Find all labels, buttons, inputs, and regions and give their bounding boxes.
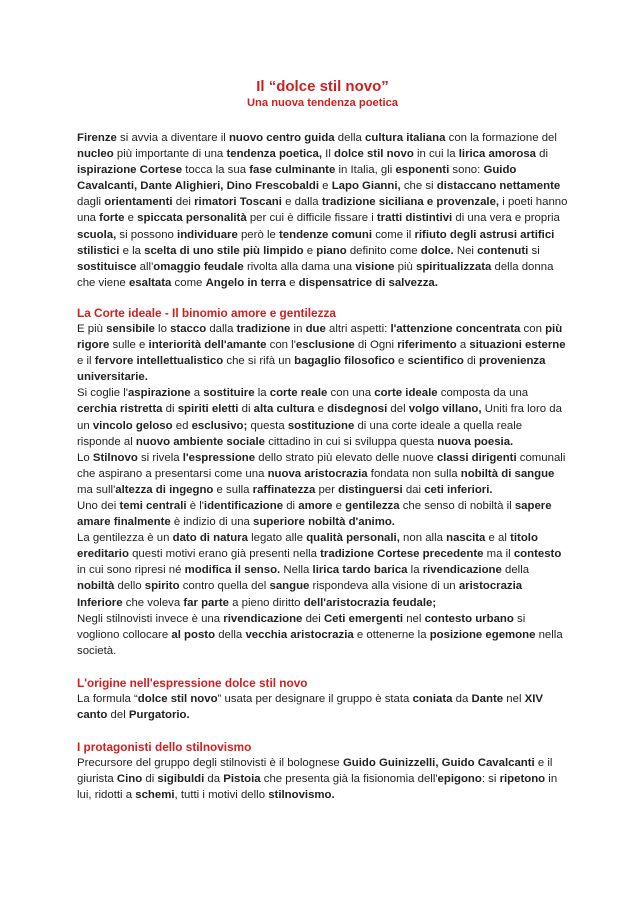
text-run: della bbox=[215, 628, 246, 641]
bold-text: stilnovismo. bbox=[268, 789, 335, 802]
text-run: lo bbox=[154, 322, 171, 335]
text-run: ” usata per designare il gruppo è stata bbox=[217, 692, 413, 705]
text-run: come il bbox=[372, 228, 415, 241]
document-subtitle: Una nuova tendenza poetica bbox=[246, 97, 399, 109]
text-run: Uniti fra loro da un bbox=[77, 403, 562, 432]
section-paragraph bbox=[77, 498, 568, 530]
bold-text: rifiuto degli astrusi artifici stilistici bbox=[77, 228, 555, 257]
text-run: ma sull' bbox=[77, 483, 116, 496]
bold-text: forte bbox=[99, 212, 125, 225]
text-run: come bbox=[171, 276, 206, 289]
bold-text: coniata bbox=[412, 692, 453, 705]
bold-text: cultura italiana bbox=[365, 132, 446, 144]
bold-text: lirica amorosa bbox=[458, 148, 536, 161]
bold-text: scelta di uno stile più limpido bbox=[144, 244, 304, 257]
text-run: cittadino in cui si sviluppa questa bbox=[265, 435, 438, 448]
bold-text: scuola, bbox=[77, 228, 117, 241]
bold-text: scientifico bbox=[407, 355, 464, 368]
text-run: a pieno diritto bbox=[228, 596, 304, 609]
bold-text: nascita bbox=[446, 532, 486, 545]
section-heading: La Corte ideale - Il binomio amore e gentilezza bbox=[77, 305, 336, 320]
bold-text: superiore nobiltà d'animo. bbox=[253, 516, 395, 529]
text-run: e bbox=[394, 355, 408, 368]
bold-text: riferimento bbox=[397, 339, 457, 352]
bold-text: l'attenzione concentrata bbox=[390, 322, 521, 335]
bold-text: rivendicazione bbox=[223, 612, 303, 625]
text-run: da bbox=[452, 692, 472, 705]
bold-text: nuovo ambiente sociale bbox=[135, 435, 266, 448]
text-run: sulle e bbox=[109, 339, 149, 352]
bold-text: distaccano nettamente bbox=[436, 180, 561, 193]
text-run: più bbox=[394, 260, 416, 273]
bold-text: ispirazione Cortese bbox=[77, 164, 183, 177]
text-run: con bbox=[520, 322, 546, 335]
bold-text: tendenza poetica, bbox=[226, 148, 323, 161]
text-run: di bbox=[536, 148, 549, 161]
text-run: della bbox=[501, 564, 530, 577]
text-run: è indizio di una bbox=[170, 516, 254, 529]
section-heading: L'origine nell'espressione dolce stil novo bbox=[77, 675, 308, 690]
bold-text: spiritualizzata bbox=[416, 260, 492, 273]
bold-text: dolce. bbox=[420, 244, 454, 257]
text-run: altri aspetti: bbox=[325, 322, 391, 335]
bold-text: Ceti emergenti bbox=[323, 612, 404, 625]
text-run: della donna che viene bbox=[77, 260, 554, 289]
bold-text: modifica il senso. bbox=[184, 564, 281, 577]
text-run: : si bbox=[481, 773, 500, 786]
bold-text: sapere amare finalmente bbox=[77, 499, 552, 529]
text-run: e bbox=[285, 276, 299, 289]
sections-container bbox=[77, 305, 568, 803]
text-run: e sulla bbox=[213, 483, 253, 496]
bold-text: raffinatezza bbox=[252, 483, 316, 496]
bold-text: contenuti bbox=[477, 244, 529, 257]
bold-text: gentilezza bbox=[345, 499, 400, 512]
bold-text: vecchia aristocrazia bbox=[245, 628, 354, 641]
text-run: dei bbox=[172, 196, 195, 209]
text-run: tocca la sua bbox=[182, 164, 250, 177]
bold-text: dell'aristocrazia feudale; bbox=[303, 596, 437, 609]
text-run: con la formazione del bbox=[445, 132, 557, 144]
bold-text: stacco bbox=[170, 322, 207, 335]
bold-text: classi dirigenti bbox=[436, 451, 517, 464]
text-run: definito come bbox=[346, 244, 421, 257]
bold-text: rivendicazione bbox=[422, 564, 502, 577]
text-run: e ottenerne la bbox=[353, 628, 430, 641]
bold-text: dispensatrice di salvezza. bbox=[298, 276, 438, 289]
section-heading: I protagonisti dello stilnovismo bbox=[77, 740, 252, 755]
text-run: La formula “ bbox=[77, 692, 138, 705]
text-run: contro quella del bbox=[179, 580, 270, 593]
text-run: all' bbox=[136, 260, 154, 273]
bold-text: esponenti bbox=[395, 164, 450, 177]
bold-text: sigibuldi bbox=[157, 773, 205, 786]
bold-text: due bbox=[305, 322, 326, 335]
bold-text: contesto urbano bbox=[424, 612, 514, 625]
text-run: in cui la bbox=[413, 148, 459, 161]
text-run: si avvia a diventare il bbox=[116, 132, 229, 144]
bold-text: Cino bbox=[116, 773, 143, 786]
text-run: fondata non sulla bbox=[367, 467, 461, 480]
text-run: Uno dei bbox=[77, 499, 120, 512]
text-run: La gentilezza è un bbox=[77, 532, 173, 545]
bold-text: ripetono bbox=[499, 773, 546, 786]
bold-text: Firenze bbox=[77, 132, 117, 144]
bold-text: spiccata personalità bbox=[137, 212, 247, 225]
text-run: questi motivi erano già presenti nella bbox=[128, 548, 321, 561]
text-run: ma il bbox=[483, 548, 514, 561]
bold-text: epigono bbox=[437, 773, 482, 786]
text-run: e il bbox=[77, 355, 95, 368]
bold-text: piano bbox=[316, 244, 347, 257]
bold-text: esclusione bbox=[295, 339, 355, 352]
bold-text: corte ideale bbox=[374, 387, 438, 400]
bold-text: sensibile bbox=[106, 322, 155, 335]
bold-text: far parte bbox=[183, 596, 229, 609]
text-run: di una vera e propria bbox=[452, 212, 560, 225]
text-run: e il giurista bbox=[77, 757, 553, 786]
text-run: dei bbox=[302, 612, 324, 625]
bold-text: posizione egemone bbox=[429, 628, 536, 641]
bold-text: Guido Cavalcanti, Dante Alighieri, Dino Frescobaldi bbox=[77, 164, 517, 193]
bold-text: nucleo bbox=[77, 148, 114, 161]
bold-text: tradizione Cortese precedente bbox=[320, 548, 484, 561]
bold-text: sostituisce bbox=[77, 260, 137, 273]
bold-text: tradizione bbox=[236, 322, 291, 335]
text-run: e dalla bbox=[281, 196, 322, 209]
bold-text: interiorità dell'amante bbox=[148, 339, 267, 352]
text-run: rispondeva alla visione di un bbox=[309, 580, 459, 593]
bold-text: fervore intellettualistico bbox=[94, 355, 224, 368]
text-run: più importante di una bbox=[113, 148, 227, 161]
bold-text: sangue bbox=[269, 580, 310, 593]
text-run: di una corte ideale a quella reale risponde al bbox=[77, 419, 523, 448]
text-run: sono: bbox=[449, 164, 484, 177]
bold-text: individuare bbox=[177, 228, 238, 241]
bold-text: contesto bbox=[513, 548, 562, 561]
text-run: per cui è difficile fissare i bbox=[246, 212, 377, 225]
text-run: del bbox=[387, 403, 409, 416]
text-run: E più bbox=[77, 322, 107, 335]
text-run: Negli stilnovisti invece è una bbox=[77, 612, 224, 625]
text-run: Nei bbox=[453, 244, 478, 257]
bold-text: dato di natura bbox=[172, 532, 248, 545]
text-run: si rivela bbox=[137, 451, 183, 464]
text-run: i poeti hanno una bbox=[77, 196, 568, 225]
text-run: in Italia, gli bbox=[335, 164, 396, 177]
section-paragraph bbox=[77, 530, 568, 610]
bold-text: omaggio feudale bbox=[153, 260, 244, 273]
bold-text: dolce stil novo bbox=[334, 148, 414, 161]
bold-text: tratti distintivi bbox=[376, 212, 453, 225]
bold-text: ceti inferiori. bbox=[424, 483, 493, 496]
text-run: e bbox=[314, 403, 328, 416]
bold-text: identificazione bbox=[203, 499, 284, 512]
bold-text: sostituzione bbox=[287, 419, 355, 432]
bold-text: Pistoia bbox=[223, 773, 261, 786]
text-run: e bbox=[124, 212, 138, 225]
text-run: la bbox=[407, 564, 423, 577]
text-run: e bbox=[319, 180, 332, 193]
text-run: per bbox=[315, 483, 339, 496]
text-run: a bbox=[456, 339, 470, 352]
text-run: dai bbox=[402, 483, 425, 496]
text-run: che si bbox=[400, 180, 437, 193]
bold-text: Dante bbox=[471, 692, 504, 705]
bold-text: esclusivo; bbox=[191, 419, 248, 432]
bold-text: orientamenti bbox=[104, 196, 173, 209]
text-run: di bbox=[463, 355, 479, 368]
bold-text: Guido Guinizzelli, Guido Cavalcanti bbox=[342, 757, 535, 770]
section-paragraph bbox=[77, 611, 568, 659]
bold-text: provenienza universitarie. bbox=[77, 355, 546, 384]
text-run: in cui sono ripresi né bbox=[77, 564, 185, 577]
text-run: che senso di nobiltà il bbox=[399, 499, 515, 512]
text-run: di bbox=[162, 403, 178, 416]
text-run: Nella bbox=[280, 564, 313, 577]
section bbox=[77, 305, 568, 659]
bold-text: tendenze comuni bbox=[278, 228, 373, 241]
section bbox=[77, 739, 568, 803]
text-run: da bbox=[204, 773, 224, 786]
text-run: nel bbox=[403, 612, 425, 625]
text-run: dalla bbox=[206, 322, 237, 335]
text-run: che presenta già la fisionomia dell' bbox=[260, 773, 438, 786]
bold-text: Lapo Gianni, bbox=[331, 180, 401, 193]
bold-text: nobiltà di sangue bbox=[460, 467, 555, 480]
section-paragraph bbox=[77, 450, 568, 498]
text-run: ed bbox=[172, 419, 192, 432]
text-run: Precursore del gruppo degli stilnovisti è il bolognese bbox=[77, 757, 343, 770]
text-run: nella società. bbox=[77, 628, 563, 657]
text-run: questa bbox=[247, 419, 288, 432]
text-run: comunali che aspirano a presentarsi come una bbox=[77, 451, 566, 480]
text-run: , tutti i motivi dello bbox=[174, 789, 269, 802]
bold-text: nuova aristocrazia bbox=[267, 467, 368, 480]
bold-text: l'espressione bbox=[182, 451, 256, 464]
text-run: a bbox=[190, 387, 204, 400]
text-run: della bbox=[334, 132, 366, 144]
bold-text: Purgatorio. bbox=[128, 709, 190, 721]
bold-text: più rigore bbox=[77, 322, 563, 352]
bold-text: sostituire bbox=[203, 387, 255, 400]
bold-text: spirito bbox=[144, 580, 180, 593]
text-run: si vogliono collocare bbox=[77, 612, 526, 641]
bold-text: vincolo geloso bbox=[92, 419, 173, 432]
bold-text: Stilnovo bbox=[92, 451, 138, 464]
bold-text: dolce stil novo bbox=[137, 692, 218, 705]
bold-text: nobiltà bbox=[77, 580, 115, 593]
text-run: dello strato più elevato delle nuove bbox=[255, 451, 437, 464]
bold-text: spiriti eletti bbox=[177, 403, 239, 416]
text-run: che si rifà un bbox=[223, 355, 295, 368]
text-run: di bbox=[142, 773, 158, 786]
text-run: non alla bbox=[399, 532, 447, 545]
bold-text: qualità personali, bbox=[306, 532, 400, 545]
section-paragraph bbox=[77, 691, 568, 723]
text-run: Il bbox=[322, 148, 335, 161]
bold-text: visione bbox=[355, 260, 395, 273]
text-run: Si coglie l' bbox=[77, 387, 128, 400]
text-run: con l' bbox=[266, 339, 296, 352]
bold-text: nuovo centro guida bbox=[228, 132, 335, 144]
text-run: di bbox=[283, 499, 299, 512]
text-run: con una bbox=[327, 387, 375, 400]
bold-text: volgo villano, bbox=[408, 403, 482, 416]
bold-text: altezza di ingegno bbox=[115, 483, 214, 496]
text-run: è l' bbox=[186, 499, 204, 512]
intro-paragraph bbox=[77, 130, 568, 291]
bold-text: corte reale bbox=[269, 387, 328, 400]
text-run: che voleva bbox=[122, 596, 184, 609]
bold-text: schemi bbox=[135, 789, 175, 802]
text-run: legato alle bbox=[247, 532, 307, 545]
bold-text: titolo ereditario bbox=[77, 532, 538, 561]
bold-text: fase culminante bbox=[249, 164, 336, 177]
text-run: la bbox=[254, 387, 270, 400]
text-run: e bbox=[332, 499, 346, 512]
bold-text: disdegnosi bbox=[327, 403, 388, 416]
bold-text: distinguersi bbox=[338, 483, 403, 496]
text-run: e al bbox=[485, 532, 511, 545]
bold-text: bagaglio filosofico bbox=[294, 355, 395, 368]
bold-text: Angelo in terra bbox=[205, 276, 286, 289]
document-title: Il “dolce stil novo” bbox=[256, 78, 389, 95]
text-run: e bbox=[303, 244, 317, 257]
text-run: di bbox=[238, 403, 254, 416]
bold-text: aristocrazia Inferiore bbox=[77, 580, 523, 609]
text-run: dello bbox=[114, 580, 145, 593]
text-run: però le bbox=[237, 228, 279, 241]
text-run: in bbox=[290, 322, 306, 335]
section-paragraph bbox=[77, 385, 568, 449]
text-run: si possono bbox=[116, 228, 178, 241]
bold-text: al posto bbox=[171, 628, 216, 641]
bold-text: esaltata bbox=[128, 276, 172, 289]
bold-text: cerchia ristretta bbox=[77, 403, 163, 416]
section bbox=[77, 675, 568, 723]
bold-text: alta cultura bbox=[253, 403, 315, 416]
bold-text: XIV canto bbox=[77, 692, 544, 721]
text-run: dagli bbox=[77, 196, 105, 209]
text-run: Lo bbox=[77, 451, 93, 464]
bold-text: rimatori Toscani bbox=[194, 196, 282, 209]
text-run: composta da una bbox=[437, 387, 529, 400]
bold-text: aspirazione bbox=[127, 387, 191, 400]
text-run: nel bbox=[503, 692, 525, 705]
bold-text: amore bbox=[298, 499, 333, 512]
bold-text: temi centrali bbox=[119, 499, 187, 512]
text-run: rivolta alla dama una bbox=[243, 260, 356, 273]
section-paragraph bbox=[77, 755, 568, 803]
bold-text: situazioni esterne bbox=[469, 339, 566, 352]
text-run: del bbox=[107, 709, 129, 721]
bold-text: tradizione siciliana e provenzale, bbox=[321, 196, 500, 209]
bold-text: nuova poesia. bbox=[437, 435, 514, 448]
section-paragraph bbox=[77, 321, 568, 385]
text-run: e la bbox=[119, 244, 145, 257]
text-run: in lui, ridotti a bbox=[77, 773, 558, 802]
bold-text: lirica tardo barica bbox=[312, 564, 408, 577]
text-run: si bbox=[528, 244, 540, 257]
text-run: di Ogni bbox=[354, 339, 398, 352]
